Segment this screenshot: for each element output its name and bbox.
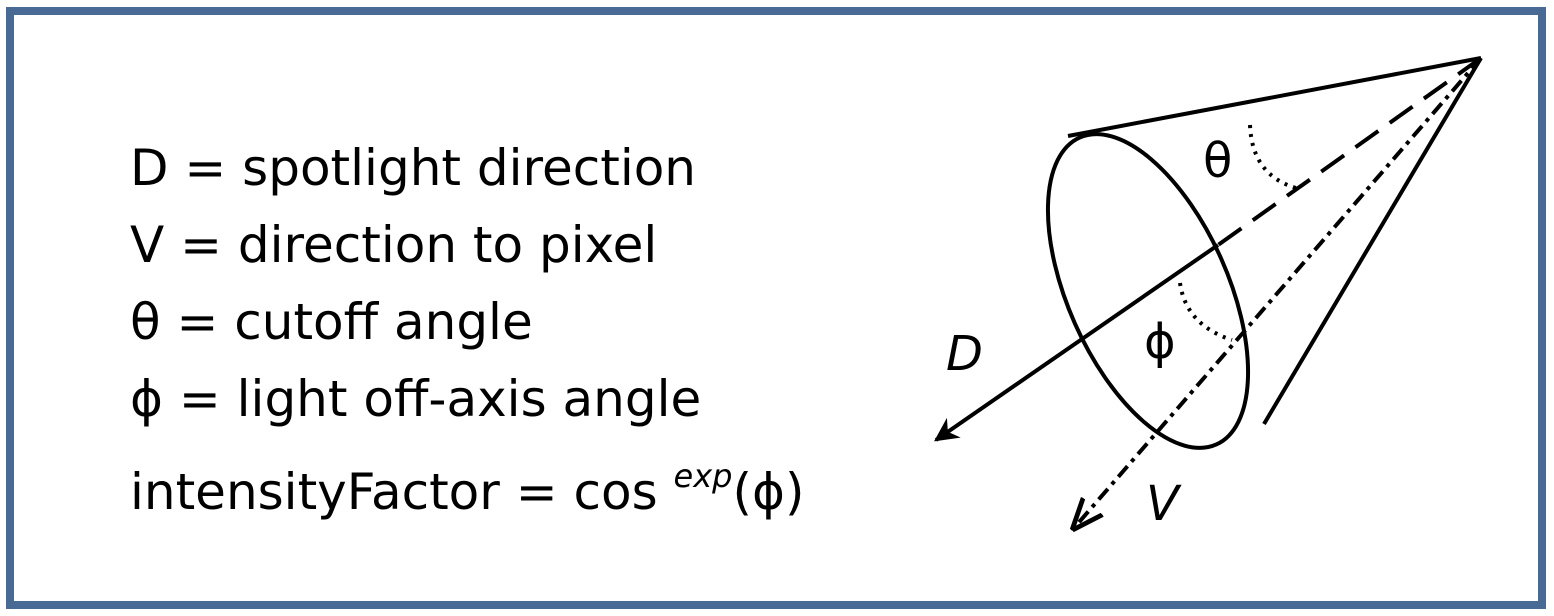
d-vector-label: D <box>946 326 983 382</box>
phi-angle-arc <box>1180 283 1232 340</box>
phi-label: ϕ <box>1144 314 1176 370</box>
d-axis-dashed <box>1218 58 1481 245</box>
cone-bottom-edge <box>1264 58 1481 424</box>
formula-lhs: intensityFactor = cos <box>130 463 674 521</box>
formula-argument: (ϕ) <box>732 463 805 521</box>
legend-item-phi: ϕ = light off-axis angle <box>130 370 702 428</box>
legend-item-v: V = direction to pixel <box>130 216 658 274</box>
v-vector-label: V <box>1146 476 1179 532</box>
formula-exponent: exp <box>673 457 733 495</box>
theta-angle-arc <box>1250 125 1296 188</box>
legend-item-theta: θ = cutoff angle <box>130 293 533 351</box>
v-vector-arrow <box>1074 58 1481 528</box>
theta-label: θ <box>1203 133 1233 189</box>
legend-item-d: D = spotlight direction <box>130 139 696 197</box>
cone-top-edge <box>1068 58 1481 136</box>
